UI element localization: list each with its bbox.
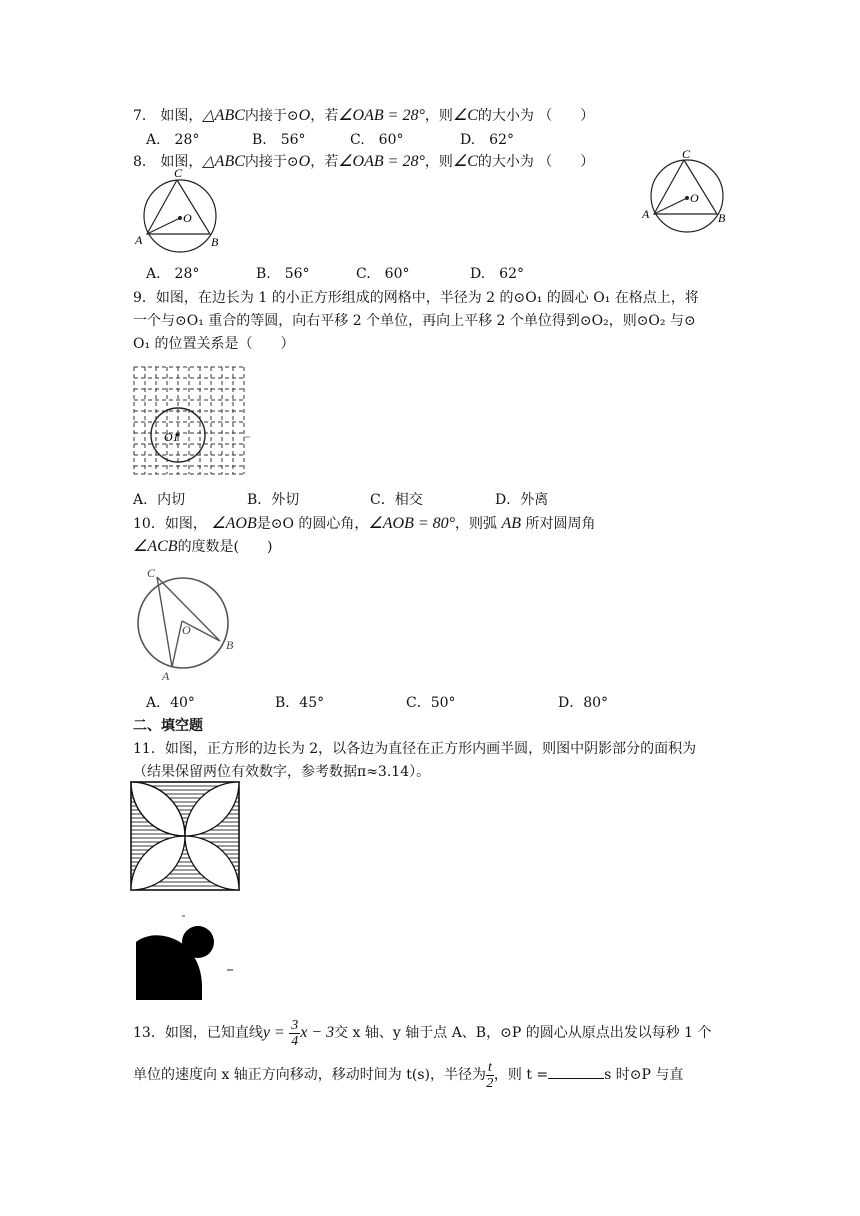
q12-figure <box>132 912 242 1002</box>
q9-option-a: A．内切 <box>133 492 186 508</box>
q9-line-2: 一个与⊙O₁ 重合的等圆，向右平移 2 个单位，再向上平移 2 个单位得到⊙O₂，则⊙O₂ 与⊙ <box>133 313 696 329</box>
q10-option-a: A．40° <box>146 695 195 711</box>
q10-line-1: 10．如图， ∠AOB是⊙O 的圆心角，∠AOB = 80°，则弧 AB 所对圆周角 <box>133 515 596 532</box>
q8-option-b: B. 56° <box>256 266 310 282</box>
label-a: A <box>162 669 170 683</box>
q8-option-c: C. 60° <box>356 266 410 282</box>
label-c: C <box>147 566 156 580</box>
q7-option-b: B. 56° <box>252 132 306 148</box>
q8-option-a: A. 28° <box>146 266 200 282</box>
q13-line-1: 13．如图，已知直线y = $\frac{3}{4}$ x − 3交 x 轴、y 轴于点 A、B，⊙P 的圆心从原点出发以每秒 1 个 <box>133 1017 712 1049</box>
q7-option-c: C. 60° <box>350 132 404 148</box>
answer-blank[interactable] <box>548 1064 604 1079</box>
label-b: B <box>718 211 726 225</box>
q13-line-2: 单位的速度向 x 轴正方向移动，移动时间为 t(s)，半径为 $\frac{t}{2}$ ，则 t = s 时⊙P 与直 <box>133 1059 684 1091</box>
label-c: C <box>682 147 691 161</box>
q8-stem: 8． 如图，△ABC内接于⊙O，若∠OAB = 28°，则∠C的大小为 （ ） <box>133 153 595 170</box>
q10-option-b: B．45° <box>275 695 325 711</box>
q9-option-b: B．外切 <box>247 492 300 508</box>
q7-option-d: D. 62° <box>460 132 514 148</box>
q9-line-3: O₁ 的位置关系是（ ） <box>133 336 295 352</box>
q10-circle-figure <box>134 563 244 683</box>
section-title-fill-in: 二、填空题 <box>133 718 203 734</box>
label-c: C <box>174 166 183 180</box>
label-b: B <box>211 235 219 249</box>
label-b: B <box>226 638 234 652</box>
q9-option-c: C．相交 <box>370 492 423 508</box>
q9-option-d: D．外离 <box>495 492 549 508</box>
label-o1: O1 <box>164 430 179 444</box>
q11-square-figure <box>130 781 242 893</box>
q7-option-a: A. 28° <box>146 132 200 148</box>
label-o: O <box>690 191 699 205</box>
label-o: O <box>182 623 191 637</box>
q9-grid-figure <box>132 365 252 477</box>
fraction-three-quarters: $\frac{3}{4}$ <box>291 1017 299 1049</box>
q10-line-2: ∠ACB的度数是( ) <box>133 538 273 555</box>
q8-circle-figure-left <box>132 166 232 260</box>
q10-option-c: C．50° <box>406 695 456 711</box>
label-a: A <box>135 233 143 247</box>
label-o: O <box>183 211 192 225</box>
q8-option-d: D. 62° <box>470 266 524 282</box>
q8-circle-figure-right <box>640 147 740 240</box>
q9-line-1: 9．如图，在边长为 1 的小正方形组成的网格中，半径为 2 的⊙O₁ 的圆心 O₁ 在格点上，将 <box>133 290 699 306</box>
label-a: A <box>642 207 650 221</box>
q10-option-d: D．80° <box>558 695 609 711</box>
fraction-t-half: $\frac{t}{2}$ <box>486 1059 494 1091</box>
q11-line-2: （结果保留两位有效数字，参考数据π≈3.14）。 <box>133 764 431 780</box>
q7-stem: 7． 如图，△ABC内接于⊙O，若∠OAB = 28°，则∠C的大小为 （ ） <box>133 107 595 124</box>
q11-line-1: 11．如图，正方形的边长为 2，以各边为直径在正方形内画半圆，则图中阴影部分的面积为 <box>133 741 697 757</box>
